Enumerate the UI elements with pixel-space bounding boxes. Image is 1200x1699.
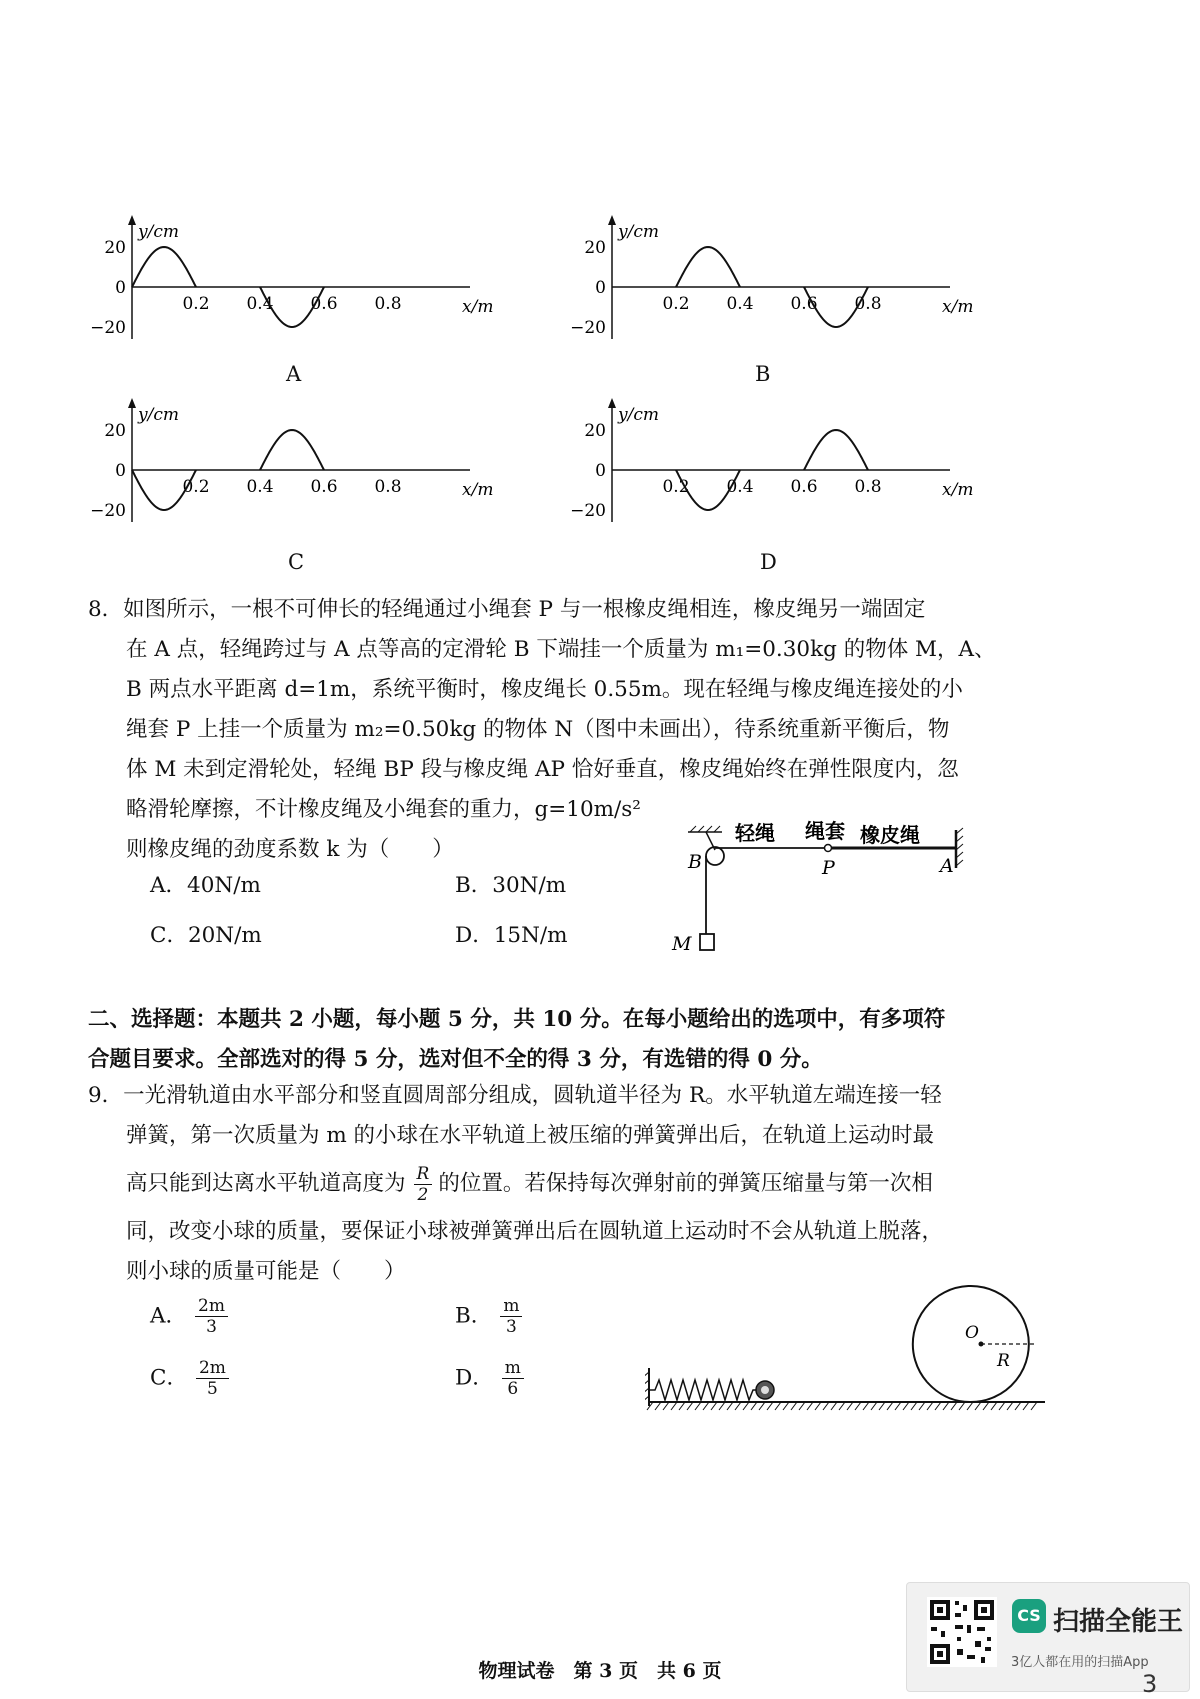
x-tick-label-b: 0.2 bbox=[662, 294, 690, 314]
y-tick-label-d: −20 bbox=[570, 501, 606, 521]
ground-hatch-mark bbox=[895, 1402, 901, 1410]
rope-loop-p bbox=[825, 845, 832, 852]
x-tick-label-d: 0.8 bbox=[854, 477, 882, 497]
x-tick-label-a: 0.4 bbox=[246, 294, 274, 314]
ground-hatch-mark bbox=[879, 1402, 885, 1410]
ground-hatch-mark bbox=[703, 1402, 709, 1410]
y-axis-label-d: y/cm bbox=[618, 405, 659, 425]
fraction-numerator: R bbox=[414, 1164, 433, 1185]
q8-option-b[interactable]: B．30N/m bbox=[455, 873, 567, 898]
q9-option-d[interactable] bbox=[455, 1358, 524, 1399]
ground-hatch-mark bbox=[831, 1402, 837, 1410]
y-tick-label-c: 20 bbox=[104, 421, 126, 441]
y-axis-label-b: y/cm bbox=[618, 222, 659, 242]
q9-option-a-letter: A． bbox=[150, 1303, 188, 1329]
label-light-rope: 轻绳 bbox=[735, 821, 775, 845]
spring bbox=[649, 1380, 757, 1400]
x-tick-label-d: 0.6 bbox=[790, 477, 818, 497]
wave-segment-d bbox=[676, 470, 740, 510]
wave-graph-d bbox=[570, 398, 1010, 538]
q9-option-a[interactable] bbox=[150, 1296, 228, 1337]
ground-hatch bbox=[647, 1402, 1037, 1410]
ground-hatch-mark bbox=[719, 1402, 725, 1410]
x-tick-label-a: 0.6 bbox=[310, 294, 338, 314]
ground-hatch-mark bbox=[1031, 1402, 1037, 1410]
ground-hatch-mark bbox=[951, 1402, 957, 1410]
x-tick-label-b: 0.8 bbox=[854, 294, 882, 314]
q8-option-d[interactable]: D．15N/m bbox=[455, 923, 568, 948]
x-tick-label-a: 0.2 bbox=[182, 294, 210, 314]
y-tick-label-a: 20 bbox=[104, 238, 126, 258]
x-axis-label-d: x/m bbox=[942, 480, 974, 500]
ground-hatch-mark bbox=[855, 1402, 861, 1410]
mass-m bbox=[700, 934, 714, 950]
ground-hatch-mark bbox=[799, 1402, 805, 1410]
y-axis-arrow-c bbox=[128, 398, 136, 408]
q9-option-a-den: 3 bbox=[206, 1317, 217, 1337]
label-o: O bbox=[965, 1323, 979, 1343]
y-tick-label-d: 20 bbox=[584, 421, 606, 441]
q9-line-3-pre: 高只能到达离水平轨道高度为 bbox=[126, 1171, 406, 1196]
ground-hatch-mark bbox=[1023, 1402, 1029, 1410]
x-axis-label-a: x/m bbox=[462, 297, 494, 317]
ground-hatch-mark bbox=[743, 1402, 749, 1410]
wave-segment-d bbox=[804, 430, 868, 470]
ground-hatch-mark bbox=[663, 1402, 669, 1410]
y-axis-label-a: y/cm bbox=[138, 222, 179, 242]
section-2-line-1: 二、选择题：本题共 2 小题，每小题 5 分，共 10 分。在每小题给出的选项中，有多项符 bbox=[88, 1007, 946, 1032]
wave-segment-a bbox=[260, 287, 324, 327]
ground-hatch-mark bbox=[711, 1402, 717, 1410]
q9-option-d-fraction bbox=[502, 1358, 524, 1399]
wave-graph-a bbox=[90, 215, 530, 355]
wave-graph-c bbox=[90, 398, 530, 538]
x-axis-label-c: x/m bbox=[462, 480, 494, 500]
x-tick-label-d: 0.4 bbox=[726, 477, 754, 497]
graph-c bbox=[90, 398, 530, 538]
section-2-line-2: 合题目要求。全部选对的得 5 分，选对但不全的得 3 分，有选错的得 0 分。 bbox=[88, 1047, 823, 1072]
ground-hatch-mark bbox=[767, 1402, 773, 1410]
ground-hatch-mark bbox=[735, 1402, 741, 1410]
ground-hatch-mark bbox=[991, 1402, 997, 1410]
wave-graph-b bbox=[570, 215, 1010, 355]
ground-hatch-mark bbox=[983, 1402, 989, 1410]
label-a: A bbox=[940, 855, 954, 877]
ground-hatch-mark bbox=[847, 1402, 853, 1410]
q9-option-c-num: 2m bbox=[196, 1358, 229, 1379]
scanner-slogan: 3亿人都在用的扫描App bbox=[1011, 1655, 1149, 1670]
q9-option-d-den: 6 bbox=[507, 1379, 519, 1399]
q9-line-3 bbox=[88, 1156, 1098, 1212]
ground-hatch-mark bbox=[807, 1402, 813, 1410]
fraction-r-over-2 bbox=[414, 1164, 433, 1205]
q8-line-4: 绳套 P 上挂一个质量为 m₂=0.50kg 的物体 N（图中未画出），待系统重新平衡后，物 bbox=[126, 717, 950, 742]
ground-hatch-mark bbox=[1015, 1402, 1021, 1410]
y-tick-label-c: 0 bbox=[115, 461, 126, 481]
q8-line-1: 8．如图所示，一根不可伸长的轻绳通过小绳套 P 与一根橡皮绳相连，橡皮绳另一端固定 bbox=[88, 597, 926, 622]
ground-hatch-mark bbox=[687, 1402, 693, 1410]
y-axis-arrow-b bbox=[608, 215, 616, 225]
q8-line-6: 略滑轮摩擦，不计橡皮绳及小绳套的重力，g=10m/s² bbox=[126, 797, 641, 822]
label-m: M bbox=[672, 933, 692, 955]
q8-line-2: 在 A 点，轻绳跨过与 A 点等高的定滑轮 B 下端挂一个质量为 m₁=0.30kg 的物体 M，A、 bbox=[126, 637, 996, 662]
graph-a bbox=[90, 215, 530, 355]
y-tick-label-a: −20 bbox=[90, 318, 126, 338]
q9-option-b[interactable] bbox=[455, 1296, 522, 1337]
q9-option-b-num: m bbox=[500, 1296, 522, 1317]
section-2-header bbox=[88, 1000, 1098, 1080]
question-9 bbox=[88, 1076, 1098, 1292]
wave-segment-c bbox=[260, 430, 324, 470]
label-r: R bbox=[997, 1351, 1010, 1371]
x-tick-label-c: 0.8 bbox=[374, 477, 402, 497]
q9-option-c[interactable] bbox=[150, 1358, 229, 1399]
page-footer: 物理试卷 第 3 页 共 6 页 bbox=[478, 1660, 722, 1682]
q8-figure bbox=[660, 812, 980, 962]
q8-line-5: 体 M 未到定滑轮处，轻绳 BP 段与橡皮绳 AP 恰好垂直，橡皮绳始终在弹性限度内，忽 bbox=[126, 757, 959, 782]
q9-option-a-fraction bbox=[195, 1296, 228, 1337]
graph-b bbox=[570, 215, 1010, 355]
y-axis-label-c: y/cm bbox=[138, 405, 179, 425]
ground-hatch-mark bbox=[943, 1402, 949, 1410]
ground-hatch-mark bbox=[959, 1402, 965, 1410]
q9-option-b-fraction bbox=[500, 1296, 522, 1337]
x-tick-label-c: 0.2 bbox=[182, 477, 210, 497]
graph-d-label: D bbox=[760, 550, 777, 574]
ground-hatch-mark bbox=[1007, 1402, 1013, 1410]
cs-logo-icon: CS bbox=[1012, 1599, 1046, 1633]
graph-c-label: C bbox=[288, 550, 305, 574]
q9-figure bbox=[645, 1268, 1065, 1438]
label-b: B bbox=[688, 851, 702, 873]
q9-option-d-num: m bbox=[502, 1358, 524, 1379]
graph-a-label: A bbox=[286, 362, 302, 386]
ground-hatch-mark bbox=[967, 1402, 973, 1410]
x-tick-label-d: 0.2 bbox=[662, 477, 690, 497]
q9-option-d-letter: D． bbox=[455, 1365, 494, 1391]
wave-segment-a bbox=[132, 247, 196, 287]
ground-hatch-mark bbox=[727, 1402, 733, 1410]
q9-option-b-letter: B． bbox=[455, 1303, 493, 1329]
y-tick-label-c: −20 bbox=[90, 501, 126, 521]
q9-option-c-den: 5 bbox=[207, 1379, 218, 1399]
q9-option-a-num: 2m bbox=[195, 1296, 228, 1317]
q9-option-c-letter: C． bbox=[150, 1365, 188, 1391]
ground-hatch-mark bbox=[975, 1402, 981, 1410]
q9-option-b-den: 3 bbox=[505, 1317, 517, 1337]
scanner-brand: 扫描全能王 bbox=[1053, 1607, 1184, 1637]
q9-line-3-post: 的位置。若保持每次弹射前的弹簧压缩量与第一次相 bbox=[438, 1171, 933, 1196]
ground-hatch-mark bbox=[887, 1402, 893, 1410]
ground-hatch-mark bbox=[935, 1402, 941, 1410]
x-tick-label-b: 0.6 bbox=[790, 294, 818, 314]
ground-hatch-mark bbox=[927, 1402, 933, 1410]
ground-hatch-mark bbox=[759, 1402, 765, 1410]
x-tick-label-a: 0.8 bbox=[374, 294, 402, 314]
graph-d bbox=[570, 398, 1010, 538]
q9-option-c-fraction bbox=[196, 1358, 229, 1399]
wave-segment-b bbox=[676, 247, 740, 287]
label-rubber: 橡皮绳 bbox=[860, 823, 920, 847]
ground-hatch-mark bbox=[871, 1402, 877, 1410]
y-tick-label-b: 0 bbox=[595, 278, 606, 298]
ground-hatch-mark bbox=[655, 1402, 661, 1410]
ground-hatch-mark bbox=[775, 1402, 781, 1410]
corner-number: 3 bbox=[1142, 1670, 1158, 1698]
y-tick-label-a: 0 bbox=[115, 278, 126, 298]
ground-hatch-mark bbox=[999, 1402, 1005, 1410]
graph-b-label: B bbox=[755, 362, 771, 386]
y-axis-arrow-a bbox=[128, 215, 136, 225]
ground-hatch-mark bbox=[863, 1402, 869, 1410]
fraction-denominator: 2 bbox=[417, 1184, 429, 1205]
ground-hatch-mark bbox=[815, 1402, 821, 1410]
q9-line-4: 同，改变小球的质量，要保证小球被弹簧弹出后在圆轨道上运动时不会从轨道上脱落， bbox=[126, 1219, 944, 1244]
y-tick-label-b: −20 bbox=[570, 318, 606, 338]
label-p: P bbox=[822, 857, 835, 879]
y-tick-label-d: 0 bbox=[595, 461, 606, 481]
q9-line-5: 则小球的质量可能是（ ） bbox=[126, 1259, 406, 1284]
ground-hatch-mark bbox=[919, 1402, 925, 1410]
x-axis-label-b: x/m bbox=[942, 297, 974, 317]
q8-line-3: B 两点水平距离 d=1m，系统平衡时，橡皮绳长 0.55m。现在轻绳与橡皮绳连接处的小 bbox=[126, 677, 963, 702]
ground-hatch-mark bbox=[783, 1402, 789, 1410]
wave-segment-b bbox=[804, 287, 868, 327]
x-tick-label-c: 0.6 bbox=[310, 477, 338, 497]
ceiling-hatch bbox=[690, 826, 720, 832]
ground-hatch-mark bbox=[823, 1402, 829, 1410]
ground-hatch-mark bbox=[679, 1402, 685, 1410]
x-tick-label-b: 0.4 bbox=[726, 294, 754, 314]
y-tick-label-b: 20 bbox=[584, 238, 606, 258]
ground-hatch-mark bbox=[791, 1402, 797, 1410]
qr-code-icon bbox=[927, 1597, 997, 1667]
label-loop: 绳套 bbox=[805, 819, 845, 843]
y-axis-arrow-d bbox=[608, 398, 616, 408]
q8-option-a[interactable]: A．40N/m bbox=[150, 873, 261, 898]
q8-option-c[interactable]: C．20N/m bbox=[150, 923, 262, 948]
track-join bbox=[927, 1382, 970, 1402]
ground-hatch-mark bbox=[751, 1402, 757, 1410]
q9-line-1: 9．一光滑轨道由水平部分和竖直圆周部分组成，圆轨道半径为 R。水平轨道左端连接一轻 bbox=[88, 1083, 942, 1108]
wave-segment-c bbox=[132, 470, 196, 510]
q8-line-7: 则橡皮绳的劲度系数 k 为（ ） bbox=[126, 837, 454, 862]
ground-hatch-mark bbox=[839, 1402, 845, 1410]
x-tick-label-c: 0.4 bbox=[246, 477, 274, 497]
ground-hatch-mark bbox=[671, 1402, 677, 1410]
q9-line-2: 弹簧，第一次质量为 m 的小球在水平轨道上被压缩的弹簧弹出后，在轨道上运动时最 bbox=[126, 1123, 935, 1148]
ground-hatch-mark bbox=[695, 1402, 701, 1410]
ground-hatch-mark bbox=[911, 1402, 917, 1410]
ground-hatch-mark bbox=[903, 1402, 909, 1410]
ball-highlight bbox=[761, 1386, 769, 1394]
